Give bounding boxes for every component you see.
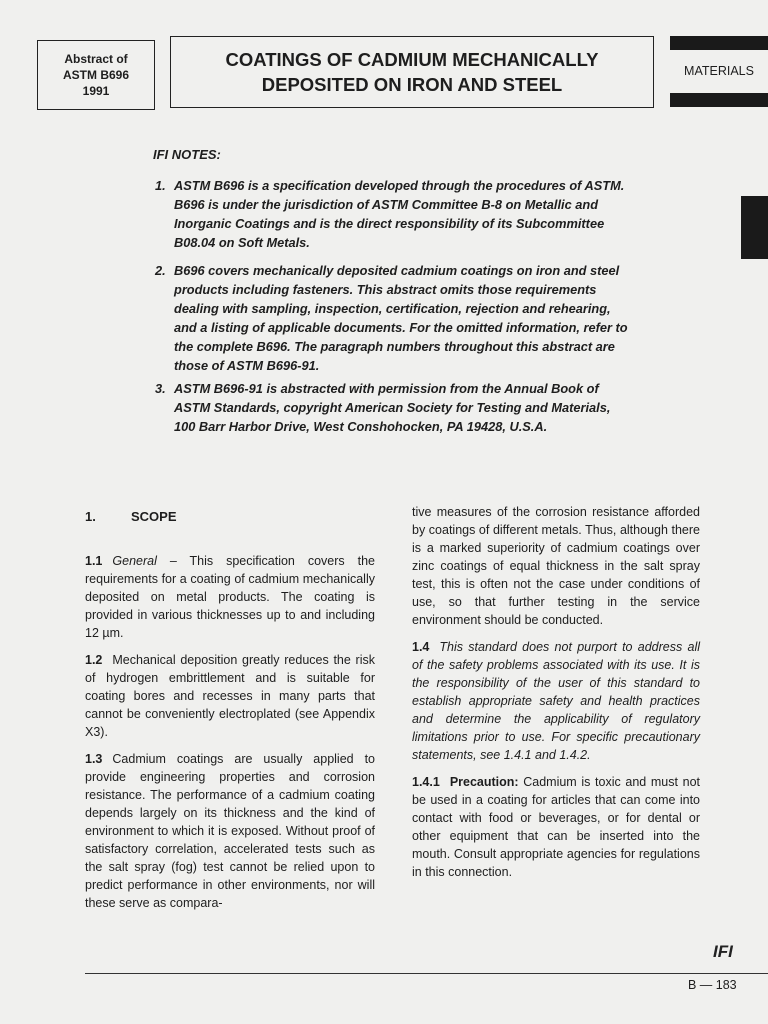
paragraph-label: General	[112, 554, 157, 568]
footer-divider	[85, 973, 768, 974]
scope-heading	[85, 508, 375, 526]
abstract-label-line3: 1991	[82, 84, 110, 98]
paragraph-text: Mechanical deposition greatly reduces the risk of hydrogen embrittlement and is suitable for coating bores and recesses in many parts that cannot be conveniently electroplated (see Appendix X3).	[85, 653, 375, 739]
paragraph-1-3-continued	[412, 503, 700, 629]
paragraph-text: Cadmium coatings are usually applied to provide engineering properties and corrosion resistance. The performance of a cadmium coating depends largely on its thickness and the kind of environment to which it is exposed. Without proof of satisfactory correlation, accelerated tests such as the salt spray (fog) test cannot be relied upon to predict performance in other environments, nor will these serve as compara-	[85, 752, 375, 910]
ifi-logo-icon: IFI	[713, 942, 733, 961]
section-tab-marker	[741, 196, 768, 259]
document-title-box	[170, 36, 654, 108]
page-number: B — 183	[688, 978, 737, 992]
notes-heading: IFI NOTES:	[153, 147, 221, 162]
paragraph-number: 1.1	[85, 554, 103, 568]
paragraph-1-3	[85, 750, 375, 912]
note-number: 1.	[155, 178, 166, 193]
document-title-line2: DEPOSITED ON IRON AND STEEL	[261, 74, 563, 95]
note-item	[155, 261, 635, 375]
document-title-line1: COATINGS OF CADMIUM MECHANICALLY	[225, 49, 599, 70]
left-column	[85, 508, 375, 921]
header-bar-bottom	[670, 93, 768, 107]
note-item	[155, 176, 635, 252]
right-column	[412, 503, 700, 890]
paragraph-number: 1.4	[412, 640, 430, 654]
note-number: 3.	[155, 381, 166, 396]
paragraph-1-1	[85, 552, 375, 642]
paragraph-number: 1.3	[85, 752, 103, 766]
note-item	[155, 379, 635, 436]
paragraph-1-4	[412, 638, 700, 764]
note-number: 2.	[155, 263, 166, 278]
paragraph-text: Cadmium is toxic and must not be used in a coating for articles that can come into contact with food or beverages, or for dental or other equipment that can be inserted into the mouth. Consult appropriate agencies for regulations in this connection.	[412, 775, 700, 879]
note-text: ASTM B696 is a specification developed through the procedures of ASTM. B696 is under the jurisdiction of ASTM Committee B-8 on Metallic and Inorganic Coatings and is the direct responsibility of its Subcommittee B08.04 on Soft Metals.	[174, 178, 625, 250]
header-bar-top	[670, 36, 768, 50]
paragraph-text: This standard does not purport to address all of the safety problems associated with its use. It is the responsibility of the user of this standard to establish appropriate safety and health practices and determine the applicability of regulatory limitations prior to use. For specific precautionary statements, see 1.4.1 and 1.4.2.	[412, 640, 700, 762]
abstract-label-line1: Abstract of	[64, 52, 128, 66]
section-label: MATERIALS	[684, 64, 754, 78]
paragraph-label: Precaution:	[449, 775, 519, 789]
abstract-label-line2: ASTM B696	[62, 68, 130, 82]
paragraph-1-2	[85, 651, 375, 741]
paragraph-text: – This specification covers the requirements for a coating of cadmium mechanically deposited on metal products. The coating is provided in various thicknesses up to and including 12 µm.	[85, 554, 375, 640]
paragraph-number: 1.4.1	[412, 775, 440, 789]
paragraph-text: tive measures of the corrosion resistance afforded by coatings of different metals. Thus, although there is a marked superiority of cadmium coatings over zinc coatings of equal thickness in the salt spray test, this is often not the case under conditions of use, so that further testing in the service environment should be conducted.	[412, 505, 700, 627]
scope-number: 1.	[85, 509, 96, 524]
paragraph-1-4-1	[412, 773, 700, 881]
note-text: ASTM B696-91 is abstracted with permission from the Annual Book of ASTM Standards, copyright American Society for Testing and Materials, 100 Barr Harbor Drive, West Conshohocken, PA 19428, U.S.A.	[174, 381, 611, 434]
paragraph-number: 1.2	[85, 653, 103, 667]
abstract-label-box	[37, 40, 155, 110]
scope-title: SCOPE	[131, 509, 177, 524]
note-text: B696 covers mechanically deposited cadmium coatings on iron and steel products including fasteners. This abstract omits those requirements dealing with sampling, inspection, certification, rejection and rehearing, and a listing of applicable documents. For the omitted information, refer to the complete B696. The paragraph numbers throughout this abstract are those of ASTM B696-91.	[174, 263, 628, 373]
